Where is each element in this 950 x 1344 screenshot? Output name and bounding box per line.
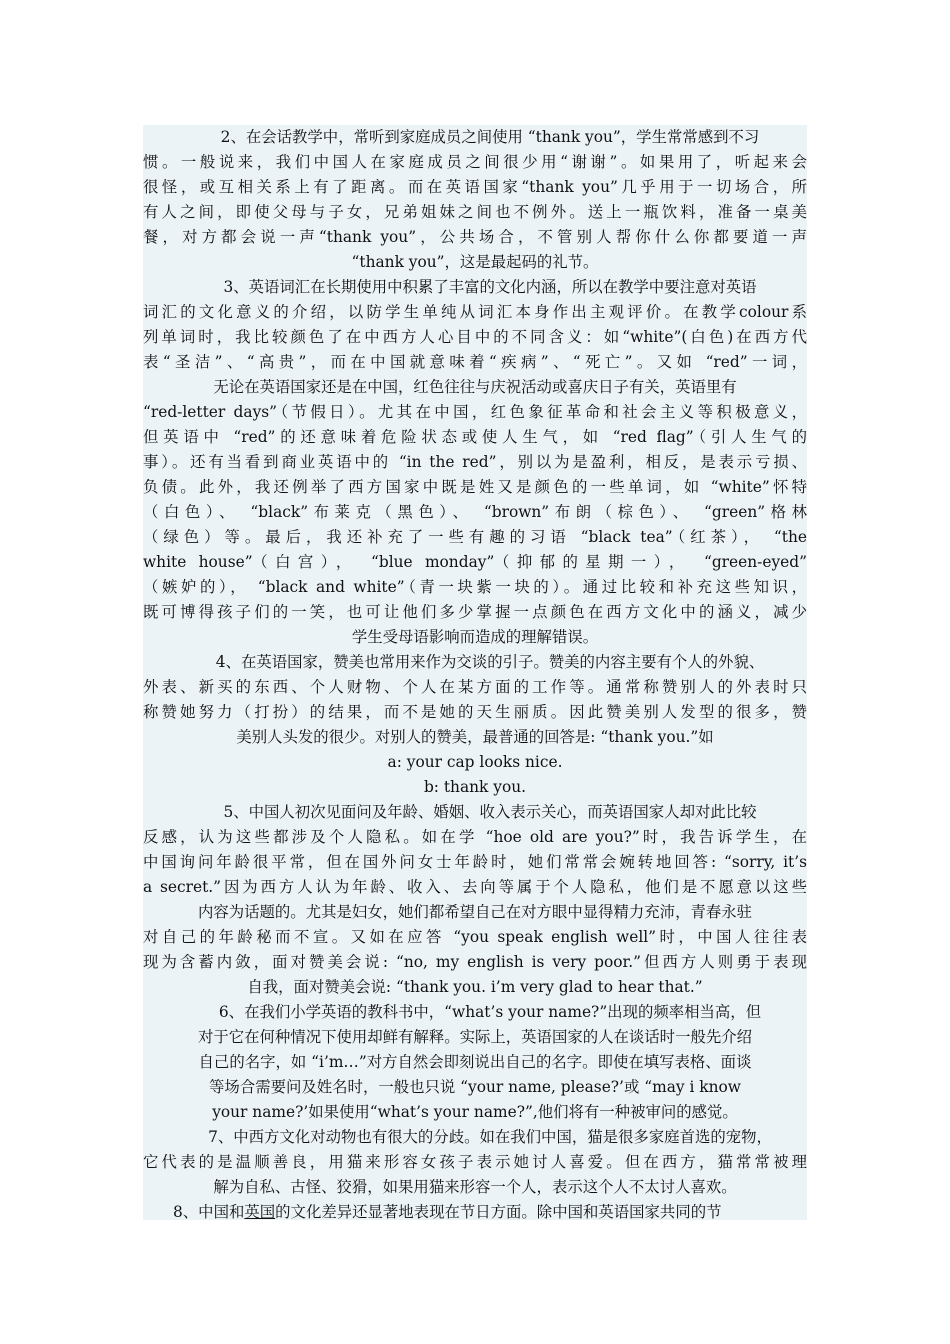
text-line: 负债。此外，我还例举了西方国家中既是姓又是颜色的一些单词，如 “white”怀特 <box>143 478 807 496</box>
text-line: 无论在英语国家还是在中国，红色往往与庆祝活动或喜庆日子有关，英语里有 <box>213 378 737 396</box>
text-line: 但英语中 “red”的还意味着危险状态或使人生气，如 “red flag”（引人生气的 <box>143 428 807 446</box>
text-line: 5、中国人初次见面问及年龄、婚姻、收入表示关心，而英语国家人却对此比较 <box>223 803 757 821</box>
text-line: 美别人头发的很少。对别人的赞美，最普通的回答是: “thank you.”如 <box>236 728 714 746</box>
text-line: 自己的名字，如 “i’m…”对方自然会即刻说出自己的名字。即使在填写表格、面谈 <box>198 1053 752 1071</box>
line-prefix: 8、中国和 <box>173 1203 245 1221</box>
dialogue-line: a: your cap looks nice. <box>387 753 563 771</box>
text-line: （绿色）等。最后，我还补充了一些有趣的习语 “black tea”（红茶）， “the <box>143 528 807 546</box>
line-suffix: 的文化差异还显著地表现在节日方面。除中国和英语国家共同的节 <box>275 1203 722 1221</box>
text-line: 4、在英语国家，赞美也常用来作为交谈的引子。赞美的内容主要有个人的外貌、 <box>215 653 765 671</box>
text-line: 惯。一般说来，我们中国人在家庭成员之间很少用“谢谢”。如果用了，听起来会 <box>143 153 807 171</box>
text-line: 表“圣洁”、“高贵”，而在中国就意味着“疾病”、“死亡”。又如 “red”一词， <box>143 353 807 371</box>
text-line: 中国询问年龄很平常，但在国外问女士年龄时，她们常常会婉转地回答: “sorry, it’s <box>143 853 807 871</box>
text-line: 自我，面对赞美会说: “thank you. i’m very glad to hear that.” <box>247 978 703 996</box>
text-line: 既可博得孩子们的一笑，也可让他们多少掌握一点颜色在西方文化中的涵义，减少 <box>143 603 807 621</box>
text-line: 6、在我们小学英语的教科书中，“what’s your name?”出现的频率相当高，但 <box>218 1003 762 1021</box>
text-line: 3、英语词汇在长期使用中积累了丰富的文化内涵，所以在教学中要注意对英语 <box>223 278 757 296</box>
text-line: 列单词时，我比较颜色了在中西方人心目中的不同含义：如“white”(白色)在西方代 <box>143 328 808 346</box>
text-line: 事）。还有当看到商业英语中的 “in the red”，别以为是盈利，相反，是表示亏损、 <box>143 453 807 471</box>
text-line: 外表、新买的东西、个人财物、个人在某方面的工作等。通常称赞别人的外表时只 <box>143 678 807 696</box>
text-line: （白色）、 “black”布莱克（黑色）、 “brown”布朗（棕色）、 “green”格林 <box>143 503 807 521</box>
text-line: 词汇的文化意义的介绍，以防学生单纯从词汇本身作出主观评价。在教学colour系 <box>143 303 807 321</box>
text-line: 称赞她努力（打扮）的结果，而不是她的天生丽质。因此赞美别人发型的很多，赞 <box>143 703 807 721</box>
text-line: 内容为话题的。尤其是妇女，她们都希望自己在对方眼中显得精力充沛，青春永驻 <box>197 903 753 921</box>
text-line <box>143 1200 807 1225</box>
text-line: “thank you”，这是最起码的礼节。 <box>351 253 599 271</box>
dialogue-line: b: thank you. <box>423 778 527 796</box>
text-line: a secret.”因为西方人认为年龄、收入、去向等属于个人隐私，他们是不愿意以这些 <box>143 878 807 896</box>
text-line: 它代表的是温顺善良，用猫来形容女孩子表示她讨人喜爱。但在西方，猫常常被理 <box>143 1153 807 1171</box>
text-line: 学生受母语影响而造成的理解错误。 <box>351 628 599 646</box>
uk-link[interactable]: 英国 <box>244 1203 276 1221</box>
text-line: 解为自私、古怪、狡猾，如果用猫来形容一个人，表示这个人不太讨人喜欢。 <box>213 1178 737 1196</box>
text-line: （嫉妒的）， “black and white”（青一块紫一块的）。通过比较和补充这些知识， <box>143 578 807 596</box>
text-line: white house”（白宫）， “blue monday”（抑郁的星期一）， “green-eyed” <box>143 553 807 571</box>
text-line: 反感，认为这些都涉及个人隐私。如在学 “hoe old are you?”时，我告诉学生，在 <box>143 828 807 846</box>
text-line: 7、中西方文化对动物也有很大的分歧。如在我们中国，猫是很多家庭首选的宠物， <box>208 1128 772 1146</box>
text-line: 2、在会话教学中，常听到家庭成员之间使用 “thank you”，学生常常感到不习 <box>220 128 760 146</box>
text-line: 餐，对方都会说一声“thank you”，公共场合，不管别人帮你什么你都要道一声 <box>143 228 807 246</box>
text-line: “red-letter days”（节假日）。尤其在中国，红色象征革命和社会主义等积极意义， <box>143 403 807 421</box>
text-line: 很怪，或互相关系上有了距离。而在英语国家“thank you”几乎用于一切场合，所 <box>143 178 807 196</box>
text-line: 有人之间，即使父母与子女，兄弟姐妹之间也不例外。送上一瓶饮料，准备一桌美 <box>143 203 807 221</box>
article-text-block <box>143 125 807 1220</box>
text-line: 对于它在何种情况下使用却鲜有解释。实际上，英语国家的人在谈话时一般先介绍 <box>197 1028 753 1046</box>
text-line: 等场合需要问及姓名时，一般也只说 “your name, please?’或 “may i know <box>209 1078 741 1096</box>
text-line: 现为含蓄内敛，面对赞美会说: “no, my english is very poor.”但西方人则勇于表现 <box>143 953 807 971</box>
text-line: 对自己的年龄秘而不宣。又如在应答 “you speak english well”时，中国人往往表 <box>143 928 807 946</box>
text-line: your name?’如果使用“what’s your name?”,他们将有一种被审问的感觉。 <box>212 1103 738 1121</box>
